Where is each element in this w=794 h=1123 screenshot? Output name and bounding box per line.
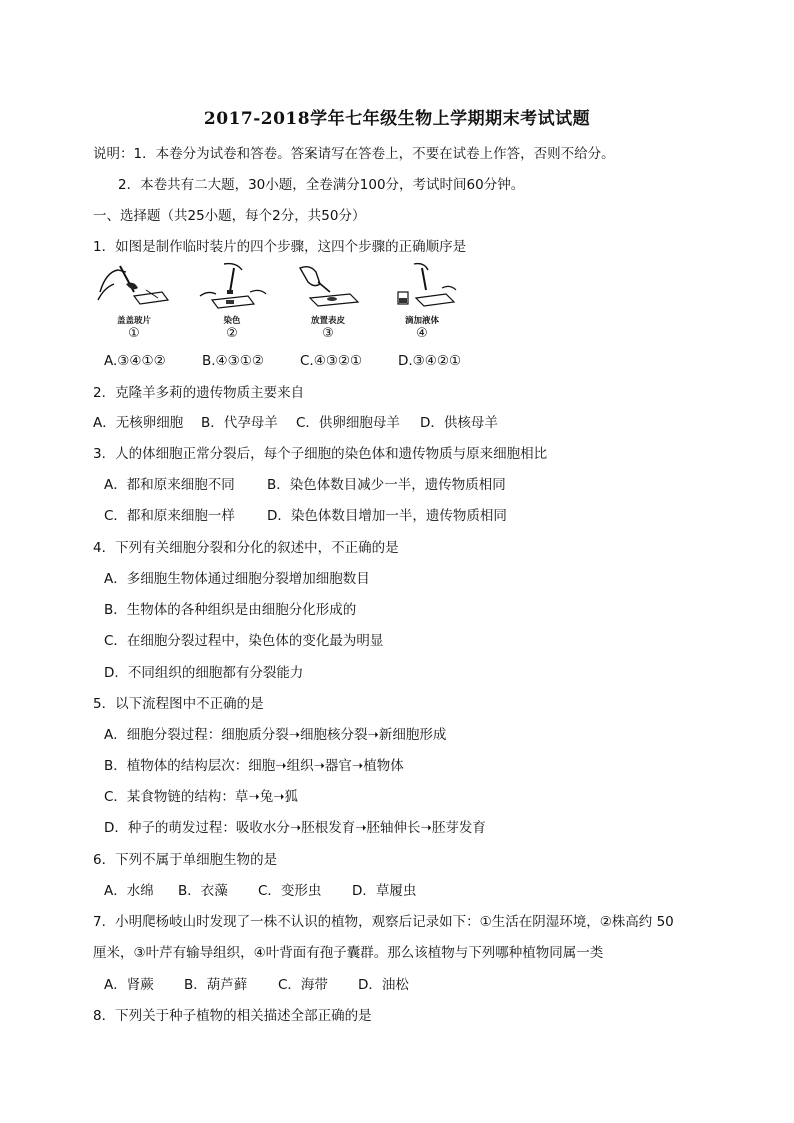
- q4-option-c[interactable]: C．在细胞分裂过程中，染色体的变化最为明显: [104, 633, 384, 649]
- q2-option-b[interactable]: B．代孕母羊: [201, 415, 278, 431]
- staining-illustration: [194, 262, 270, 314]
- question-4-stem: 4．下列有关细胞分裂和分化的叙述中，不正确的是: [93, 540, 399, 556]
- q6-option-b[interactable]: B．衣藻: [178, 883, 228, 899]
- q5-option-b[interactable]: B．植物体的结构层次：细胞➝组织➝器官➝植物体: [104, 758, 404, 774]
- cover-slip-illustration: [96, 262, 172, 314]
- q1-option-c[interactable]: C.④③②①: [300, 353, 363, 369]
- figure-3-number: ③: [322, 326, 334, 341]
- question-7-stem-line-1: 7．小明爬杨岐山时发现了一株不认识的植物，观察后记录如下：①生活在阴湿环境，②株高约 50: [93, 914, 674, 930]
- q6-option-c[interactable]: C．变形虫: [258, 883, 322, 899]
- figure-2-caption: 染色: [223, 316, 241, 326]
- question-3-stem: 3．人的体细胞正常分裂后，每个子细胞的染色体和遗传物质与原来细胞相比: [93, 446, 548, 462]
- q4-option-b[interactable]: B．生物体的各种组织是由细胞分化形成的: [104, 602, 357, 618]
- q2-option-d[interactable]: D．供核母羊: [420, 415, 498, 431]
- figure-3-caption: 放置表皮: [310, 316, 345, 326]
- q4-option-a[interactable]: A．多细胞生物体通过细胞分裂增加细胞数目: [104, 571, 370, 587]
- q7-option-c[interactable]: C．海带: [278, 977, 328, 993]
- q4-option-d[interactable]: D．不同组织的细胞都有分裂能力: [104, 665, 304, 681]
- question-1-options: [104, 352, 461, 370]
- q3-option-b[interactable]: B．染色体数目减少一半，遗传物质相同: [267, 477, 506, 493]
- q3-option-a[interactable]: A．都和原来细胞不同: [104, 477, 235, 493]
- q7-option-a[interactable]: A．肾蕨: [104, 977, 154, 993]
- q7-option-b[interactable]: B．葫芦藓: [184, 977, 248, 993]
- q3-option-d[interactable]: D．染色体数目增加一半，遗传物质相同: [267, 508, 507, 524]
- instruction-line-2: 2．本卷共有二大题，30小题，全卷满分100分，考试时间60分钟。: [118, 177, 525, 193]
- figure-add-liquid: [384, 262, 460, 342]
- figure-4-number: ④: [416, 326, 428, 341]
- place-epidermis-illustration: [290, 262, 366, 314]
- q5-option-d[interactable]: D．种子的萌发过程：吸收水分➝胚根发育➝胚轴伸长➝胚芽发育: [104, 820, 486, 836]
- question-8-stem: 8．下列关于种子植物的相关描述全部正确的是: [93, 1008, 372, 1024]
- figure-staining: [194, 262, 270, 342]
- q1-option-b[interactable]: B.④③①②: [202, 353, 264, 369]
- question-1-figures: [96, 262, 456, 344]
- q5-option-a[interactable]: A．细胞分裂过程：细胞质分裂➝细胞核分裂➝新细胞形成: [104, 727, 447, 743]
- question-7-options: [104, 976, 409, 994]
- question-7-stem-line-2: 厘米，③叶芹有输导组织，④叶背面有孢子囊群。那么该植物与下列哪种植物同属一类: [93, 945, 604, 961]
- page-title: 2017-2018学年七年级生物上学期期末考试试题: [203, 109, 591, 129]
- q1-option-a[interactable]: A.③④①②: [104, 353, 166, 369]
- question-3-options-row-1: [104, 476, 506, 494]
- figure-1-number: ①: [128, 326, 140, 341]
- question-2-options: [93, 414, 498, 432]
- figure-4-caption: 滴加液体: [404, 316, 439, 326]
- q2-option-a[interactable]: A．无核卵细胞: [93, 415, 184, 431]
- question-2-stem: 2．克隆羊多莉的遗传物质主要来自: [93, 385, 305, 401]
- figure-2-number: ②: [226, 326, 238, 341]
- instruction-line-1: 说明：1．本卷分为试卷和答卷。答案请写在答卷上，不要在试卷上作答，否则不给分。: [93, 146, 615, 162]
- question-6-options: [104, 882, 416, 900]
- question-5-stem: 5．以下流程图中不正确的是: [93, 696, 264, 712]
- q2-option-c[interactable]: C．供卵细胞母羊: [296, 415, 400, 431]
- question-1-stem: 1．如图是制作临时装片的四个步骤，这四个步骤的正确顺序是: [93, 239, 467, 255]
- figure-cover-slip: [96, 262, 172, 342]
- q6-option-d[interactable]: D．草履虫: [352, 883, 417, 899]
- q6-option-a[interactable]: A．水绵: [104, 883, 154, 899]
- section-heading: 一、选择题（共25小题，每个2分，共50分）: [93, 208, 366, 224]
- q5-option-c[interactable]: C．某食物链的结构：草➝兔➝狐: [104, 789, 299, 805]
- figure-1-caption: 盖盖玻片: [116, 316, 151, 326]
- q3-option-c[interactable]: C．都和原来细胞一样: [104, 508, 235, 524]
- figure-place-epidermis: [290, 262, 366, 342]
- question-3-options-row-2: [104, 507, 507, 525]
- q7-option-d[interactable]: D．油松: [358, 977, 409, 993]
- question-6-stem: 6．下列不属于单细胞生物的是: [93, 852, 278, 868]
- q1-option-d[interactable]: D.③④②①: [398, 353, 462, 369]
- add-liquid-illustration: [384, 262, 460, 314]
